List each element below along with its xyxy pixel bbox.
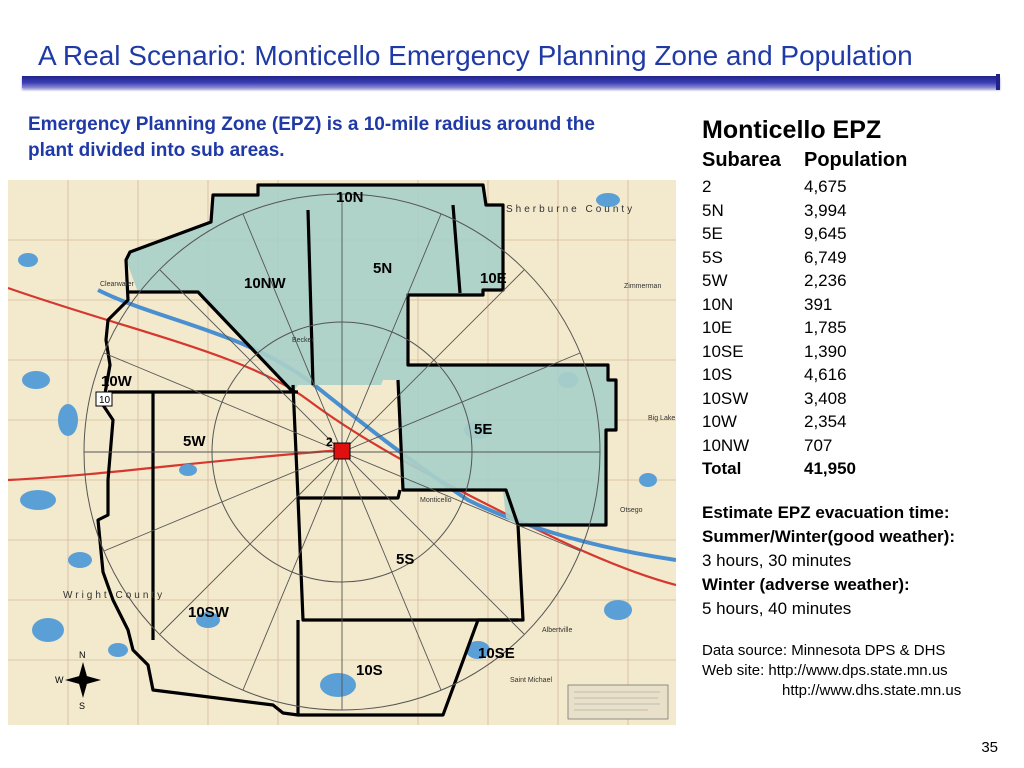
subarea-cell: 5S bbox=[702, 247, 723, 267]
compass-rose-icon bbox=[55, 650, 101, 711]
county-sherburne: Sherburne County bbox=[506, 204, 636, 215]
epz-north-shading bbox=[126, 185, 616, 525]
col-subarea: Subarea bbox=[702, 149, 781, 171]
subarea-cell: 10W bbox=[702, 412, 737, 431]
epz-heading: Monticello EPZ bbox=[702, 116, 882, 144]
source-line-1: Data source: Minnesota DPS & DHS bbox=[702, 641, 946, 659]
epz-table-row bbox=[702, 363, 1018, 387]
subarea-cell: 10NW bbox=[702, 435, 750, 455]
town-big-lake: Big Lake bbox=[648, 415, 676, 422]
total-value: 41,950 bbox=[804, 459, 856, 478]
evac-summer-value: 3 hours, 30 minutes bbox=[702, 550, 852, 570]
col-population: Population bbox=[804, 149, 908, 171]
map-label-10s: 10S bbox=[356, 662, 383, 679]
epz-table-row bbox=[702, 199, 1018, 223]
epz-table-row bbox=[702, 316, 1018, 340]
evac-winter-value: 5 hours, 40 minutes bbox=[702, 598, 852, 618]
map-label-10e: 10E bbox=[480, 270, 507, 287]
page-number: 35 bbox=[981, 739, 998, 756]
epz-table-row bbox=[702, 434, 1018, 458]
epz-info-panel bbox=[702, 116, 1018, 701]
map-label-5e: 5E bbox=[474, 421, 493, 438]
epz-map bbox=[8, 180, 676, 725]
epz-table-row bbox=[702, 222, 1018, 246]
route-shield-label: 10 bbox=[99, 395, 111, 406]
compass-south-label: S bbox=[79, 701, 86, 711]
evac-winter-label: Winter (adverse weather): bbox=[702, 574, 910, 594]
population-cell: 707 bbox=[804, 435, 833, 455]
subarea-cell: 2 bbox=[702, 177, 712, 196]
data-source bbox=[702, 641, 1018, 701]
town-monticello: Monticello bbox=[420, 497, 452, 504]
subarea-cell: 10S bbox=[702, 365, 733, 384]
population-cell: 391 bbox=[804, 294, 833, 314]
source-line-2: Web site: http://www.dps.state.mn.us bbox=[702, 661, 948, 679]
town-albertville: Albertville bbox=[542, 627, 573, 634]
population-cell: 9,645 bbox=[804, 224, 847, 243]
epz-table-header bbox=[702, 149, 1018, 175]
subarea-cell: 10SW bbox=[702, 388, 749, 408]
evac-summer-label: Summer/Winter(good weather): bbox=[702, 526, 955, 546]
map-label-5s: 5S bbox=[396, 551, 415, 568]
town-zimmerman: Zimmerman bbox=[624, 283, 662, 290]
nuclear-plant-marker bbox=[334, 443, 350, 459]
population-cell: 6,749 bbox=[804, 247, 847, 267]
population-cell: 4,675 bbox=[804, 177, 847, 196]
county-wright: Wright County bbox=[63, 590, 166, 601]
epz-table-row bbox=[702, 246, 1018, 270]
map-label-10w: 10W bbox=[101, 373, 132, 390]
epz-table-row bbox=[702, 175, 1018, 199]
slide-title: A Real Scenario: Monticello Emergency Planning Zone and Population bbox=[38, 40, 913, 71]
title-underline-cap bbox=[996, 74, 1000, 90]
map-label-5n: 5N bbox=[373, 260, 393, 277]
subarea-cell: 5N bbox=[702, 200, 724, 220]
subarea-cell: 10E bbox=[702, 318, 733, 337]
epz-table-body bbox=[702, 175, 1018, 457]
town-clearwater: Clearwater bbox=[100, 281, 134, 288]
town-becker: Becker bbox=[292, 337, 314, 344]
subarea-cell: 10SE bbox=[702, 341, 744, 361]
total-label: Total bbox=[702, 459, 742, 478]
population-cell: 2,236 bbox=[804, 271, 847, 290]
subarea-cell: 5E bbox=[702, 224, 723, 243]
town-otsego: Otsego bbox=[620, 507, 643, 514]
map-label-5w: 5W bbox=[183, 433, 206, 450]
source-line-3: http://www.dhs.state.mn.us bbox=[782, 681, 962, 699]
title-underline bbox=[22, 76, 1000, 88]
town-saint-michael: Saint Michael bbox=[510, 677, 553, 684]
subarea-cell: 10N bbox=[702, 294, 734, 314]
epz-table-row bbox=[702, 410, 1018, 434]
compass-west-label: W bbox=[55, 675, 64, 685]
map-label-10se: 10SE bbox=[478, 645, 515, 662]
population-cell: 1,785 bbox=[804, 318, 847, 337]
epz-table-row bbox=[702, 387, 1018, 411]
population-cell: 2,354 bbox=[804, 412, 847, 431]
intro-text: Emergency Planning Zone (EPZ) is a 10-mile radius around the plant divided into sub areas. bbox=[28, 114, 595, 161]
epz-table-row bbox=[702, 293, 1018, 317]
compass-north-label: N bbox=[79, 650, 86, 660]
evac-heading: Estimate EPZ evacuation time: bbox=[702, 502, 950, 522]
epz-total-row bbox=[702, 457, 1018, 481]
plant-subarea-label: 2 bbox=[326, 435, 333, 449]
population-cell: 3,408 bbox=[804, 388, 847, 408]
evacuation-estimate bbox=[702, 501, 1018, 621]
population-cell: 4,616 bbox=[804, 365, 847, 384]
map-label-10sw: 10SW bbox=[188, 604, 229, 621]
map-label-10nw: 10NW bbox=[244, 275, 286, 292]
subarea-cell: 5W bbox=[702, 271, 728, 290]
population-cell: 3,994 bbox=[804, 200, 847, 220]
map-label-10n: 10N bbox=[336, 189, 364, 206]
population-cell: 1,390 bbox=[804, 341, 847, 361]
epz-table-row bbox=[702, 340, 1018, 364]
map-legend-box bbox=[568, 685, 668, 719]
epz-table-row bbox=[702, 269, 1018, 293]
